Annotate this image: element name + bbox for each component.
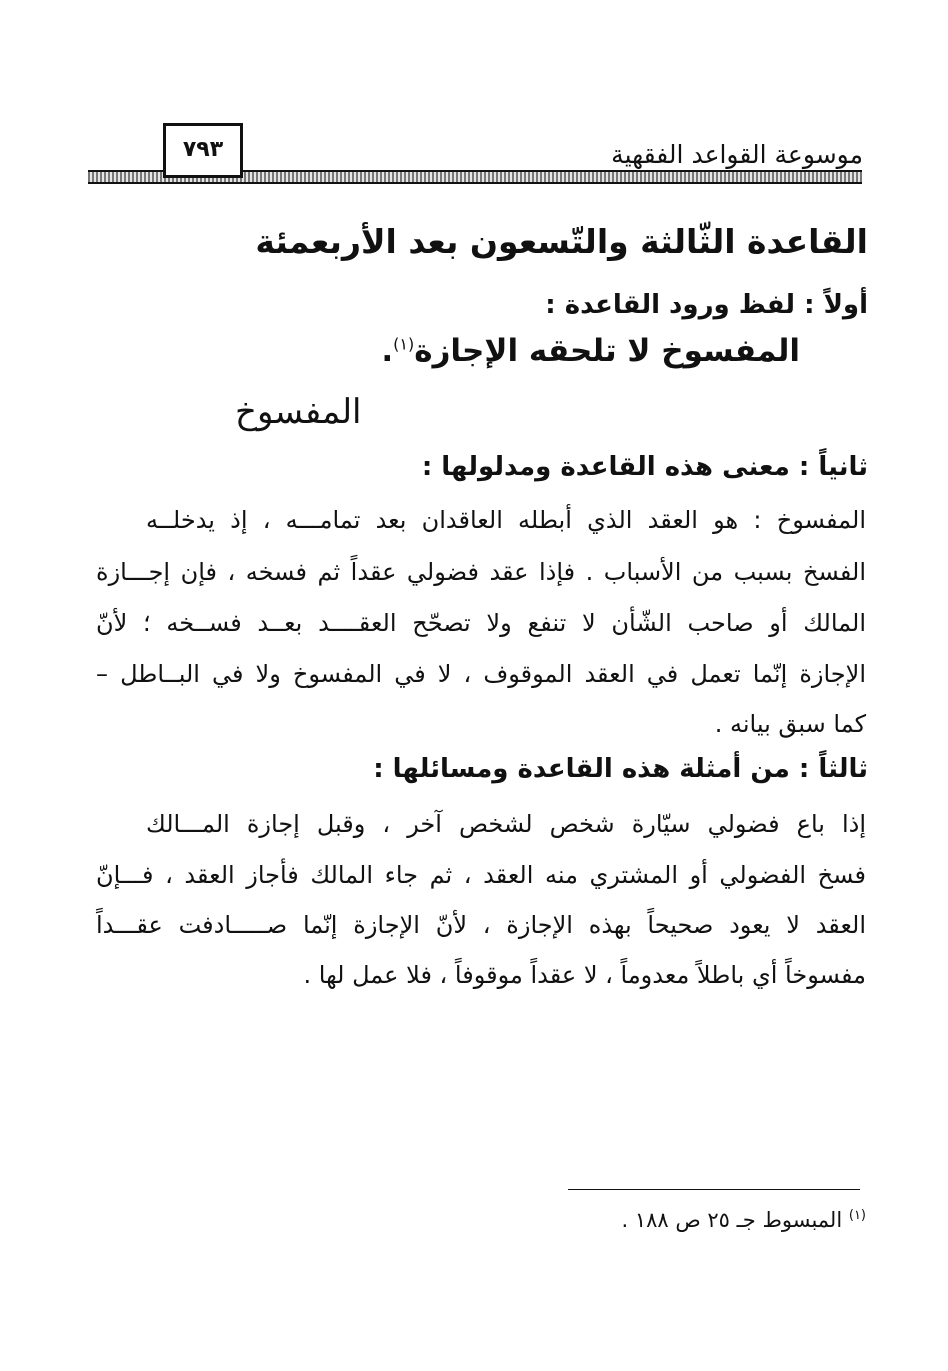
- footnote-divider: [568, 1189, 860, 1190]
- footnote: [621, 1208, 866, 1232]
- paragraph-line: كما سبق بيانه .: [714, 710, 866, 738]
- part1-heading: أولاً : لفظ ورود القاعدة :: [545, 290, 868, 320]
- paragraph-line: فسخ الفضولي أو المشتري منه العقد ، ثم جاء المالك فأجاز العقد ، فـــإنّ: [96, 861, 866, 889]
- book-title: موسوعة القواعد الفقهية: [611, 140, 863, 169]
- paragraph-line: الفسخ بسبب من الأسباب . فإذا عقد فضولي عقداً ثم فسخه ، فإن إجـــازة: [96, 558, 866, 586]
- page-number: ٧٩٣: [163, 123, 243, 178]
- paragraph-line: إذا باع فضولي سيّارة شخص لشخص آخر ، وقبل إجازة المـــالك: [146, 810, 866, 838]
- rule-end: .: [381, 333, 394, 369]
- part2-heading: ثانياً : معنى هذه القاعدة ومدلولها :: [421, 452, 868, 482]
- paragraph-line: الإجازة إنّما تعمل في العقد الموقوف ، لا في المفسوخ ولا في البــاطل –: [96, 660, 866, 688]
- footnote-marker: (١): [848, 1208, 866, 1223]
- paragraph-line: المالك أو صاحب الشّأن لا تنفع ولا تصحّح العقــــد بعــد فســخه ؛ لأنّ: [96, 609, 866, 637]
- footnote-text: المبسوط جـ ٢٥ ص ١٨٨ .: [621, 1208, 843, 1232]
- paragraph-line: المفسوخ : هو العقد الذي أبطله العاقدان بعد تمامـــه ، إذ يدخلــه: [146, 506, 866, 534]
- paragraph-line: العقد لا يعود صحيحاً بهذه الإجازة ، لأنّ الإجازة إنّما صـــــادفت عقـــداً: [96, 911, 866, 939]
- section-title: القاعدة الثّالثة والتّسعون بعد الأربعمئة: [255, 222, 868, 261]
- paragraph-line: مفسوخاً أي باطلاً معدوماً ، لا عقداً موقوفاً ، فلا عمل لها .: [303, 961, 866, 989]
- rule-statement: [381, 333, 800, 369]
- rule-text: المفسوخ لا تلحقه الإجازة: [414, 333, 800, 369]
- handwritten-note: المفسوخ: [235, 392, 362, 432]
- part3-heading: ثالثاً : من أمثلة هذه القاعدة ومسائلها :: [373, 754, 868, 784]
- footnote-ref: (١): [393, 334, 415, 354]
